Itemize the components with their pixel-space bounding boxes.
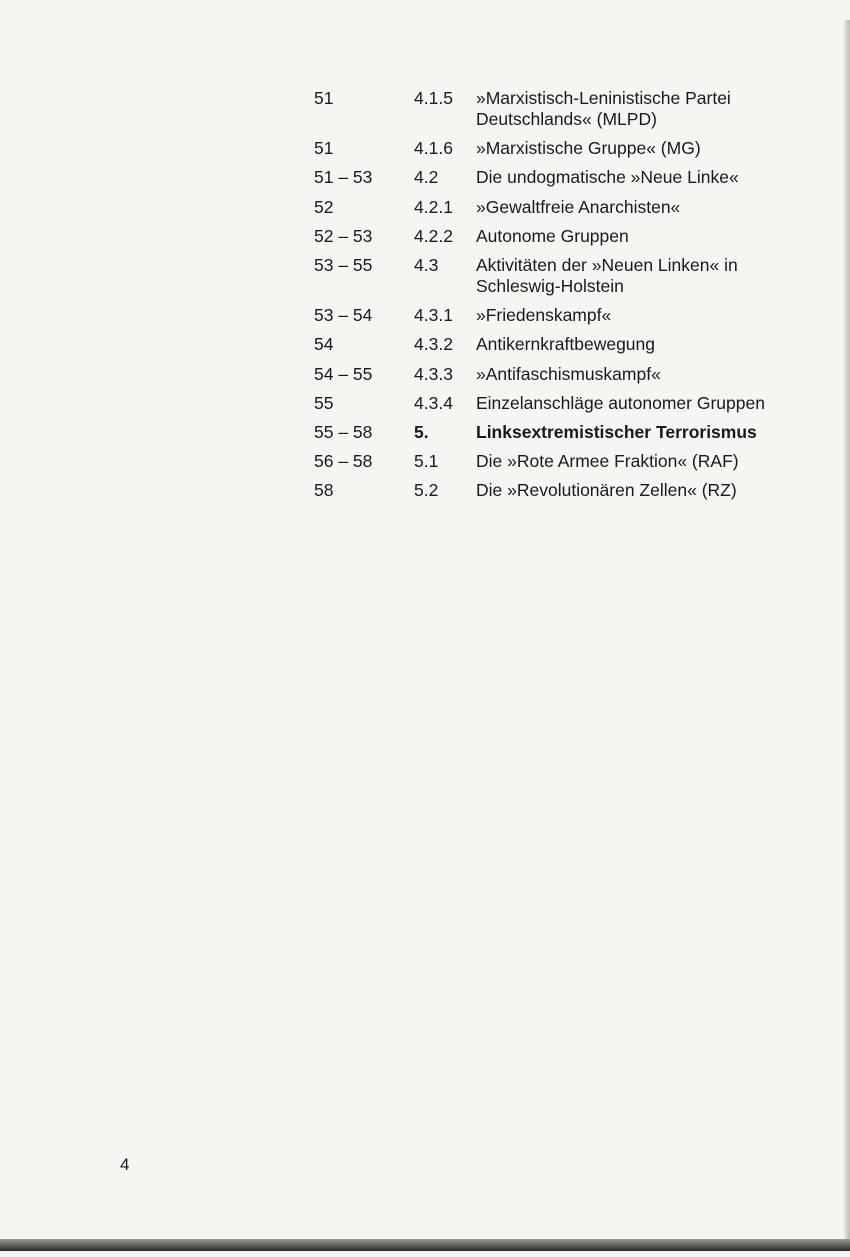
toc-entry xyxy=(314,451,814,472)
toc-entry-title: »Friedenskampf« xyxy=(476,305,612,326)
toc-entry-title: Einzelanschläge autonomer Gruppen xyxy=(476,392,765,413)
page-edge-right xyxy=(844,20,850,1240)
toc-entry-title: »Marxistische Gruppe« (MG) xyxy=(476,138,701,159)
toc-entry-number: 4.1.6 xyxy=(414,138,453,159)
toc-entry-title: Antikernkraftbewegung xyxy=(476,334,655,355)
toc-entry xyxy=(314,255,814,297)
toc-entry-pages: 58 xyxy=(314,480,334,501)
toc-entry-pages: 51 – 53 xyxy=(314,167,373,188)
toc-entry-pages: 53 – 54 xyxy=(314,305,373,326)
toc-entry-number: 5.1 xyxy=(414,451,439,472)
toc-entry xyxy=(314,88,814,130)
toc-entry-pages: 55 – 58 xyxy=(314,421,373,442)
toc-entry xyxy=(314,226,814,247)
page-edge-bottom xyxy=(0,1239,850,1251)
toc-entry-title: »Marxistisch-Leninistische Partei Deutschlands« (MLPD) xyxy=(476,88,731,129)
toc-entry xyxy=(314,167,814,188)
toc-entry-number: 4.3.2 xyxy=(414,334,453,355)
toc-entry-number: 4.2.2 xyxy=(414,225,453,246)
toc-entry-title: Die »Revolutionären Zellen« (RZ) xyxy=(476,480,737,501)
toc-entry-title: Die »Rote Armee Fraktion« (RAF) xyxy=(476,451,739,472)
toc-entry-pages: 54 xyxy=(314,334,334,355)
toc-entry-number: 4.2 xyxy=(414,167,439,188)
toc-entry-number: 5.2 xyxy=(414,480,439,501)
toc-entry xyxy=(314,364,814,385)
toc-entry-number: 4.3.3 xyxy=(414,363,453,384)
toc-entry-pages: 55 xyxy=(314,392,334,413)
toc-entry-pages: 51 xyxy=(314,138,334,159)
toc-entry xyxy=(314,393,814,414)
toc-entry-pages: 51 xyxy=(314,88,334,108)
toc-entry-number: 4.3.4 xyxy=(414,392,453,413)
toc-entry-number: 5. xyxy=(414,421,429,442)
toc-entry-number: 4.2.1 xyxy=(414,196,453,217)
toc-entry-title: Linksextremistischer Terrorismus xyxy=(476,421,757,442)
toc-entry-pages: 52 – 53 xyxy=(314,225,373,246)
toc-entry xyxy=(314,480,814,501)
toc-entry xyxy=(314,305,814,326)
toc-entry xyxy=(314,197,814,218)
toc-entry-pages: 56 – 58 xyxy=(314,451,373,472)
toc-entry-title: Die undogmatische »Neue Linke« xyxy=(476,167,739,188)
toc-entry xyxy=(314,334,814,355)
toc-entry-title: Autonome Gruppen xyxy=(476,225,629,246)
toc-entry-number: 4.3.1 xyxy=(414,305,453,326)
toc-entry-number: 4.3 xyxy=(414,254,439,275)
toc-entry-pages: 54 – 55 xyxy=(314,363,373,384)
table-of-contents xyxy=(314,88,814,509)
toc-entry-title: »Antifaschismuskampf« xyxy=(476,363,661,384)
toc-entry-pages: 52 xyxy=(314,196,334,217)
page-number: 4 xyxy=(120,1155,130,1174)
toc-entry xyxy=(314,422,814,443)
toc-entry xyxy=(314,138,814,159)
toc-entry-pages: 53 – 55 xyxy=(314,254,373,275)
toc-entry-title: »Gewaltfreie Anarchisten« xyxy=(476,196,681,217)
toc-entry-title: Aktivitäten der »Neuen Linken« in Schleswig-Holstein xyxy=(476,254,738,296)
toc-entry-number: 4.1.5 xyxy=(414,88,453,108)
